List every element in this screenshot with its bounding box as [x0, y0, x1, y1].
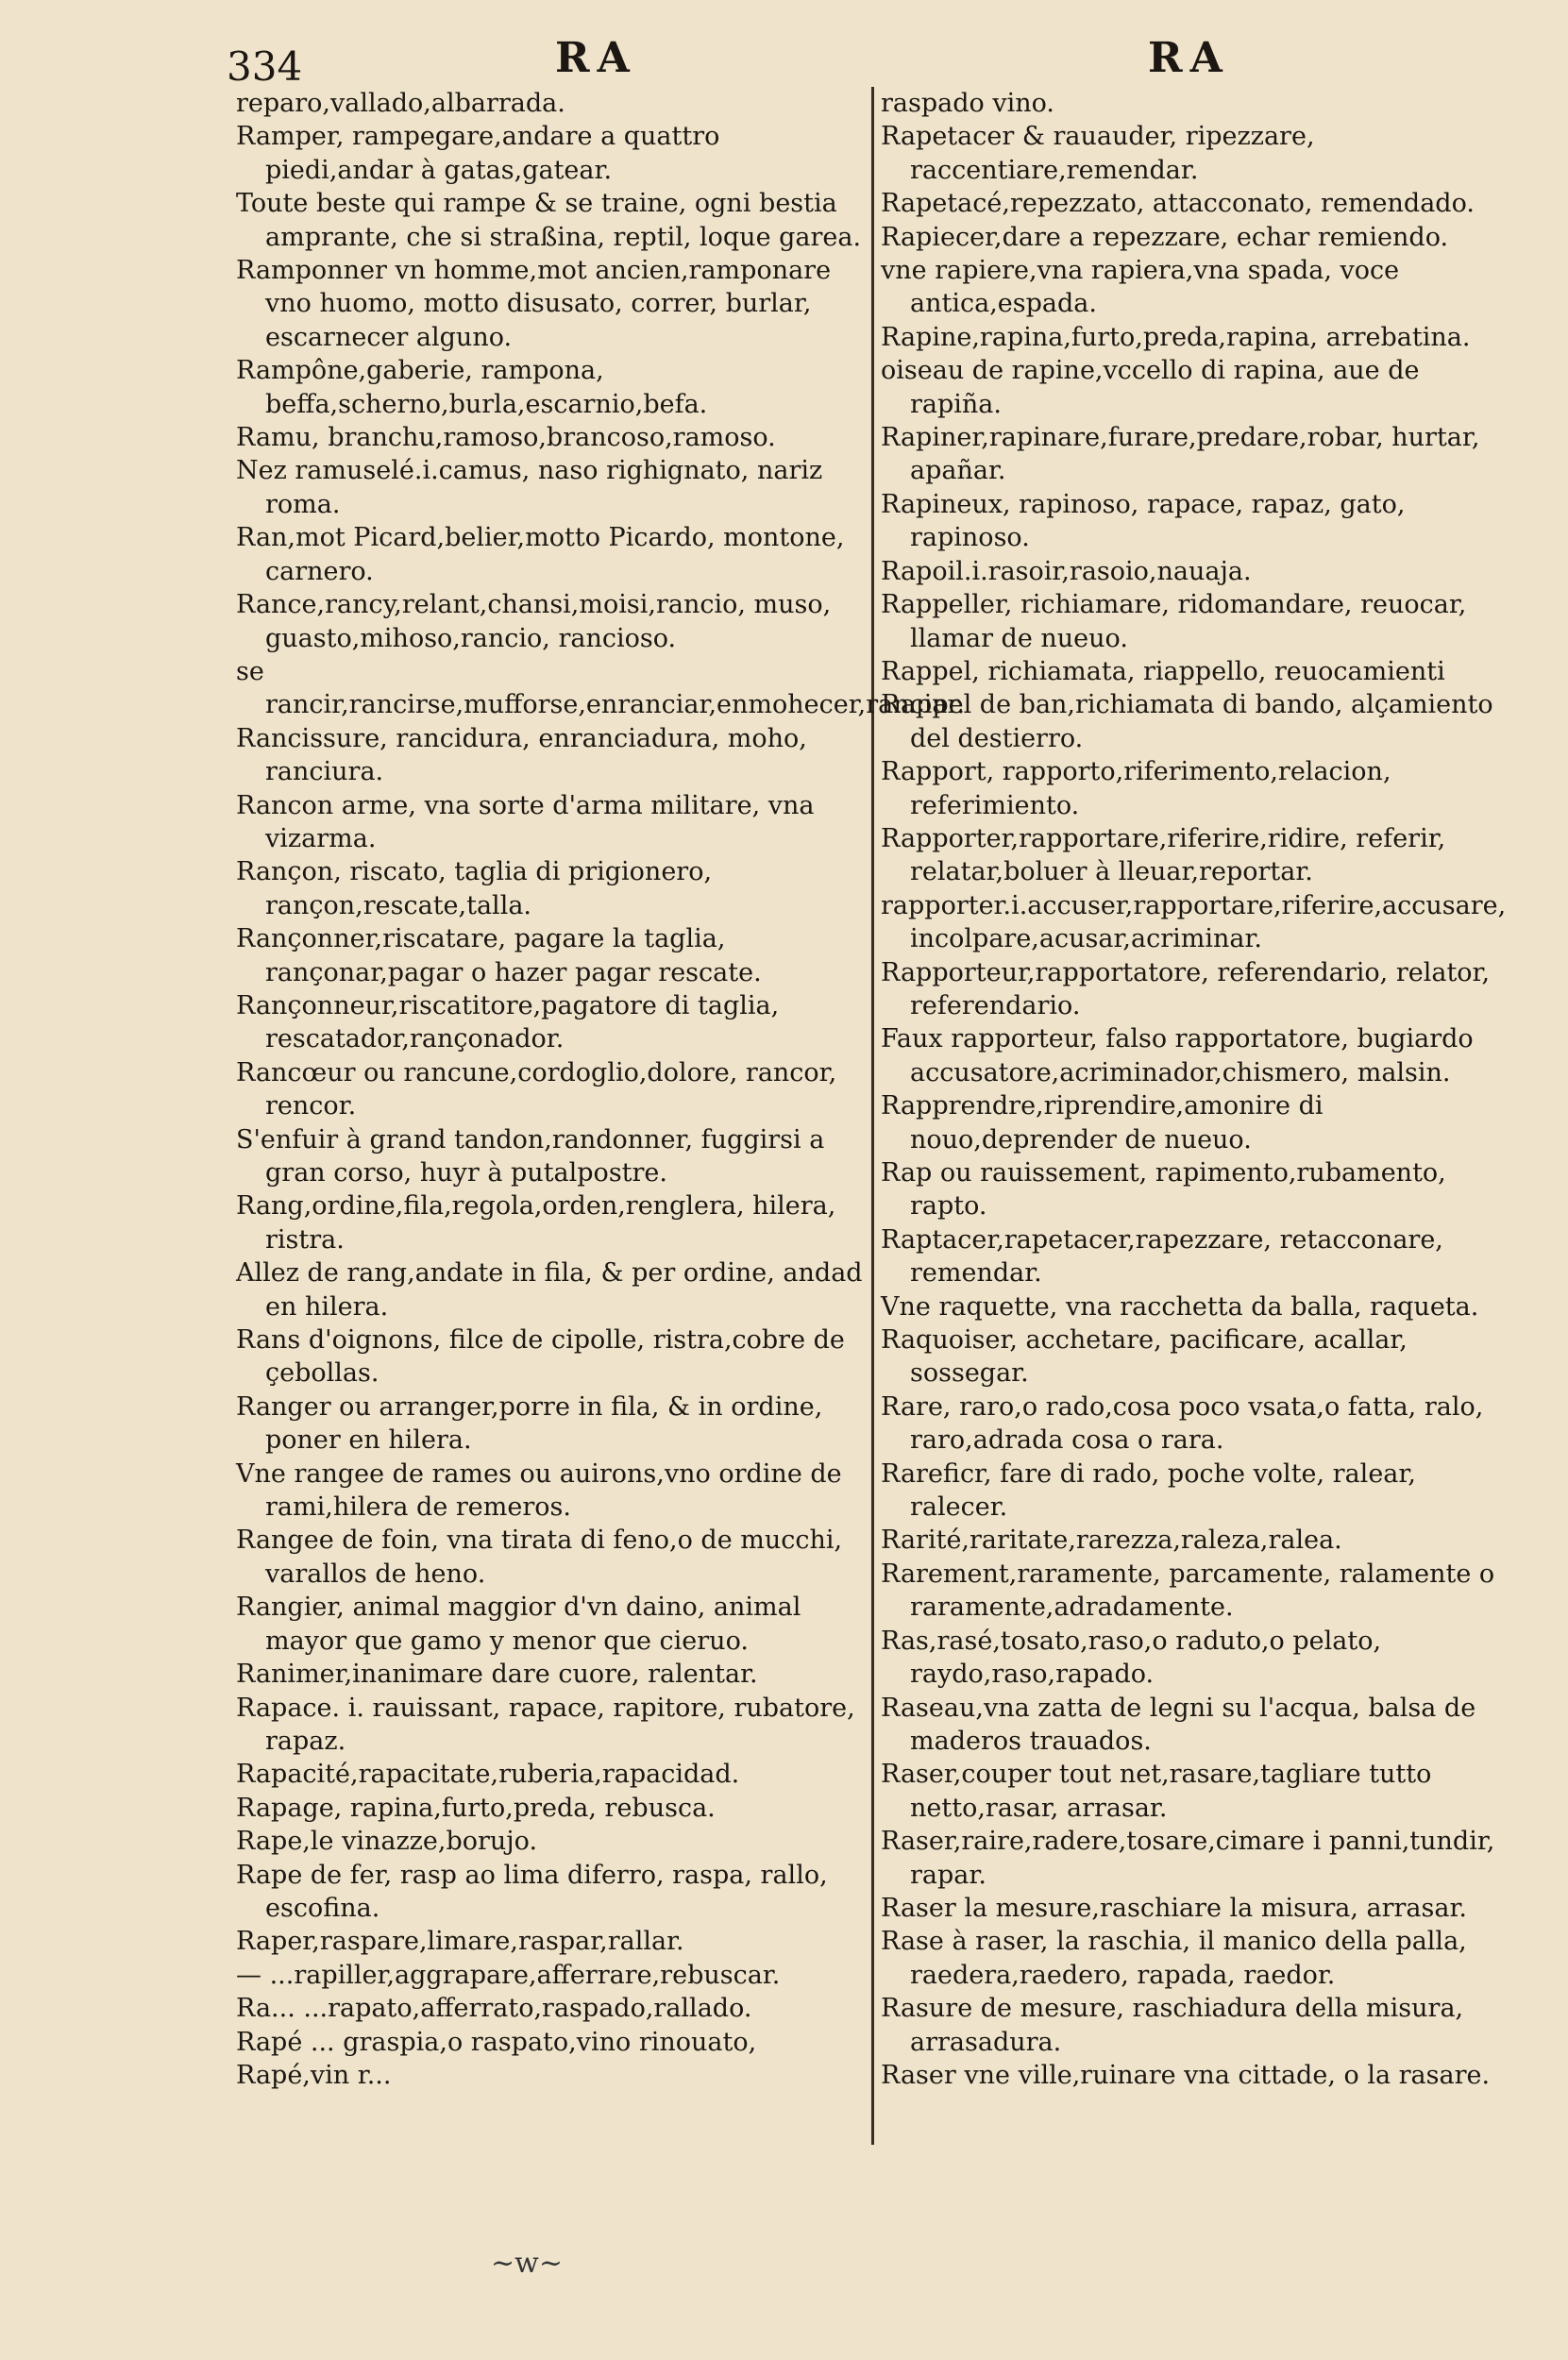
dictionary-entry: vne rapiere,vna rapiera,vna spada, voce antica,espada. — [881, 256, 1400, 319]
dictionary-entry: Rapage, rapina,furto,preda, rebusca. — [236, 1793, 716, 1823]
dictionary-entry: Rancissure, rancidura, enranciadura, moho, ranciura. — [236, 723, 807, 787]
dictionary-entry: Rancon arme, vna sorte d'arma militare, vna vizarma. — [236, 790, 815, 853]
dictionary-entry: Rampône,gaberie, rampona, beffa,scherno,burla,escarnio,befa. — [236, 356, 708, 419]
dictionary-entry: Raser,raire,radere,tosare,cimare i panni,tundir, rapar. — [881, 1827, 1495, 1890]
dictionary-entry: Rapporteur,rapportatore, referendario, relator, referendario. — [881, 957, 1491, 1020]
dictionary-entry: Rape,le vinazze,borujo. — [236, 1827, 538, 1857]
dictionary-entry: Rarement,raramente, parcamente, ralamente o raramente,adradamente. — [881, 1559, 1495, 1623]
column-divider — [871, 87, 874, 2145]
dictionary-entry: Rappeller, richiamare, ridomandare, reuocar, llamar de nueuo. — [881, 590, 1467, 653]
right-column — [881, 87, 1511, 2092]
dictionary-entry: S'enfuir à grand tandon,randonner, fuggirsi a gran corso, huyr à putalpostre. — [236, 1124, 825, 1188]
dictionary-entry: Rappel, richiamata, riappello, reuocamienti — [881, 656, 1445, 686]
dictionary-entry: Rancœur ou rancune,cordoglio,dolore, rancor, rencor. — [236, 1057, 837, 1121]
dictionary-entry: Rançon, riscato, taglia di prigionero, rançon,rescate,talla. — [236, 857, 713, 920]
page-number: 334 — [227, 43, 303, 90]
dictionary-entry: Ranimer,inanimare dare cuore, ralentar. — [236, 1660, 758, 1690]
dictionary-entry: Ra... ...rapato,afferrato,raspado,rallado. — [236, 1994, 752, 2024]
dictionary-entry: Raper,raspare,limare,raspar,rallar. — [236, 1927, 684, 1957]
dictionary-entry: Allez de rang,andate in fila, & per ordine, andad en hilera. — [236, 1258, 863, 1322]
footer-ornament: ~w~ — [491, 2247, 563, 2280]
dictionary-entry: Rare, raro,o rado,cosa poco vsata,o fatta, ralo, raro,adrada cosa o rara. — [881, 1391, 1484, 1456]
dictionary-entry: Rapacité,rapacitate,ruberia,rapacidad. — [236, 1760, 740, 1790]
dictionary-entry: Raptacer,rapetacer,rapezzare, retacconare, remendar. — [881, 1224, 1443, 1289]
dictionary-entry: Rapace. i. rauissant, rapace, rapitore, rubatore, rapaz. — [236, 1693, 855, 1756]
dictionary-entry: Rapé ... graspia,o raspato,vino rinouato, — [236, 2027, 757, 2057]
dictionary-entry: Rappel de ban,richiamata di bando, alçamiento del destierro. — [881, 690, 1493, 753]
dictionary-entry: Rap ou rauissement, rapimento,rubamento, rapto. — [881, 1158, 1446, 1222]
dictionary-entry: Rance,rancy,relant,chansi,moisi,rancio, muso, guasto,mihoso,rancio, rancioso. — [236, 590, 832, 653]
dictionary-entry: Toute beste qui rampe & se traine, ogni bestia amprante, che si straßina, reptil, loque garea. — [236, 189, 862, 252]
dictionary-entry: Rançonner,riscatare, pagare la taglia, rançonar,pagar o hazer pagar rescate. — [236, 924, 762, 987]
dictionary-entry: Rase à raser, la raschia, il manico della palla, raedera,raedero, rapada, raedor. — [881, 1927, 1467, 1990]
dictionary-entry: Ran,mot Picard,belier,motto Picardo, montone, carnero. — [236, 523, 845, 586]
dictionary-entry: Raser,couper tout net,rasare,tagliare tutto netto,rasar, arrasar. — [881, 1760, 1432, 1823]
dictionary-entry: — ...rapiller,aggrapare,afferrare,rebuscar. — [236, 1960, 781, 1990]
dictionary-entry: Ras,rasé,tosato,raso,o raduto,o pelato, raydo,raso,rapado. — [881, 1626, 1382, 1690]
dictionary-entry: Rapé,vin r... — [236, 2060, 392, 2090]
dictionary-entry: Rarité,raritate,rarezza,raleza,ralea. — [881, 1526, 1342, 1556]
dictionary-entry: Faux rapporteur, falso rapportatore, bugiardo accusatore,acriminador,chismero, malsin. — [881, 1024, 1474, 1087]
left-column — [236, 87, 966, 2092]
dictionary-entry: Rapineux, rapinoso, rapace, rapaz, gato, rapinoso. — [881, 489, 1406, 553]
dictionary-entry: Rapprendre,riprendire,amonire di nouo,deprender de nueuo. — [881, 1091, 1324, 1155]
dictionary-entry: Rangier, animal maggior d'vn daino, animal mayor que gamo y menor que cieruo. — [236, 1593, 801, 1656]
dictionary-entry: Vne raquette, vna racchetta da balla, raqueta. — [881, 1291, 1479, 1322]
dictionary-entry: Rang,ordine,fila,regola,orden,renglera, hilera, ristra. — [236, 1191, 836, 1255]
dictionary-entry: Rapiecer,dare a repezzare, echar remiendo. — [881, 222, 1449, 252]
dictionary-entry: Raser la mesure,raschiare la misura, arrasar. — [881, 1893, 1467, 1923]
dictionary-entry: Ramper, rampegare,andare a quattro piedi,andar à gatas,gatear. — [236, 122, 720, 185]
dictionary-entry: Rangee de foin, vna tirata di feno,o de mucchi, varallos de heno. — [236, 1526, 843, 1589]
dictionary-entry: Raquoiser, acchetare, pacificare, acallar, sossegar. — [881, 1325, 1408, 1389]
dictionary-entry: Rapport, rapporto,riferimento,relacion, referimiento. — [881, 757, 1391, 820]
dictionary-entry: se rancir,rancirse,mufforse,enranciar,enmohecer,ranciar. — [236, 656, 966, 720]
dictionary-entry: Raser vne ville,ruinare vna cittade, o la rasare. — [881, 2060, 1491, 2090]
running-head-right: RA — [1148, 34, 1230, 82]
dictionary-entry: Rapporter,rapportare,riferire,ridire, referir, relatar,boluer à lleuar,reportar. — [881, 823, 1446, 887]
running-head-left: RA — [555, 34, 637, 82]
dictionary-entry: Rareficr, fare di rado, poche volte, ralear, ralecer. — [881, 1458, 1416, 1523]
dictionary-entry: Rapetacer & rauauder, ripezzare, raccentiare,remendar. — [881, 122, 1315, 185]
dictionary-entry: Vne rangee de rames ou auirons,vno ordine de rami,hilera de remeros. — [236, 1458, 842, 1523]
dictionary-entry: Rape de fer, rasp ao lima diferro, raspa, rallo, escofina. — [236, 1860, 828, 1923]
dictionary-entry: Rapine,rapina,furto,preda,rapina, arrebatina. — [881, 322, 1471, 352]
dictionary-entry: Rapiner,rapinare,furare,predare,robar, hurtar, apañar. — [881, 423, 1480, 486]
dictionary-entry: oiseau de rapine,vccello di rapina, aue de rapiña. — [881, 356, 1420, 419]
page-header — [0, 26, 1568, 93]
dictionary-entry: Rapetacé,repezzato, attacconato, remendado. — [881, 189, 1475, 219]
dictionary-entry: Raseau,vna zatta de legni su l'acqua, balsa de maderos trauados. — [881, 1693, 1476, 1756]
dictionary-entry: rapporter.i.accuser,rapportare,riferire,accusare, incolpare,acusar,acriminar. — [881, 890, 1507, 954]
dictionary-entry: Rapoil.i.rasoir,rasoio,nauaja. — [881, 556, 1252, 586]
dictionary-entry: raspado vino. — [881, 89, 1055, 118]
dictionary-entry: Rasure de mesure, raschiadura della misura, arrasadura. — [881, 1994, 1464, 2057]
dictionary-entry: Ranger ou arranger,porre in fila, & in ordine, poner en hilera. — [236, 1391, 823, 1456]
dictionary-entry: reparo,vallado,albarrada. — [236, 89, 565, 118]
dictionary-entry: Ramponner vn homme,mot ancien,ramponare vno huomo, motto disusato, correr, burlar, escarnecer alguno. — [236, 256, 832, 352]
dictionary-entry: Rançonneur,riscatitore,pagatore di taglia, rescatador,rançonador. — [236, 990, 780, 1054]
dictionary-entry: Rans d'oignons, filce de cipolle, ristra,cobre de çebollas. — [236, 1325, 845, 1389]
dictionary-entry: Nez ramuselé.i.camus, naso righignato, nariz roma. — [236, 456, 823, 519]
dictionary-entry: Ramu, branchu,ramoso,brancoso,ramoso. — [236, 423, 776, 453]
